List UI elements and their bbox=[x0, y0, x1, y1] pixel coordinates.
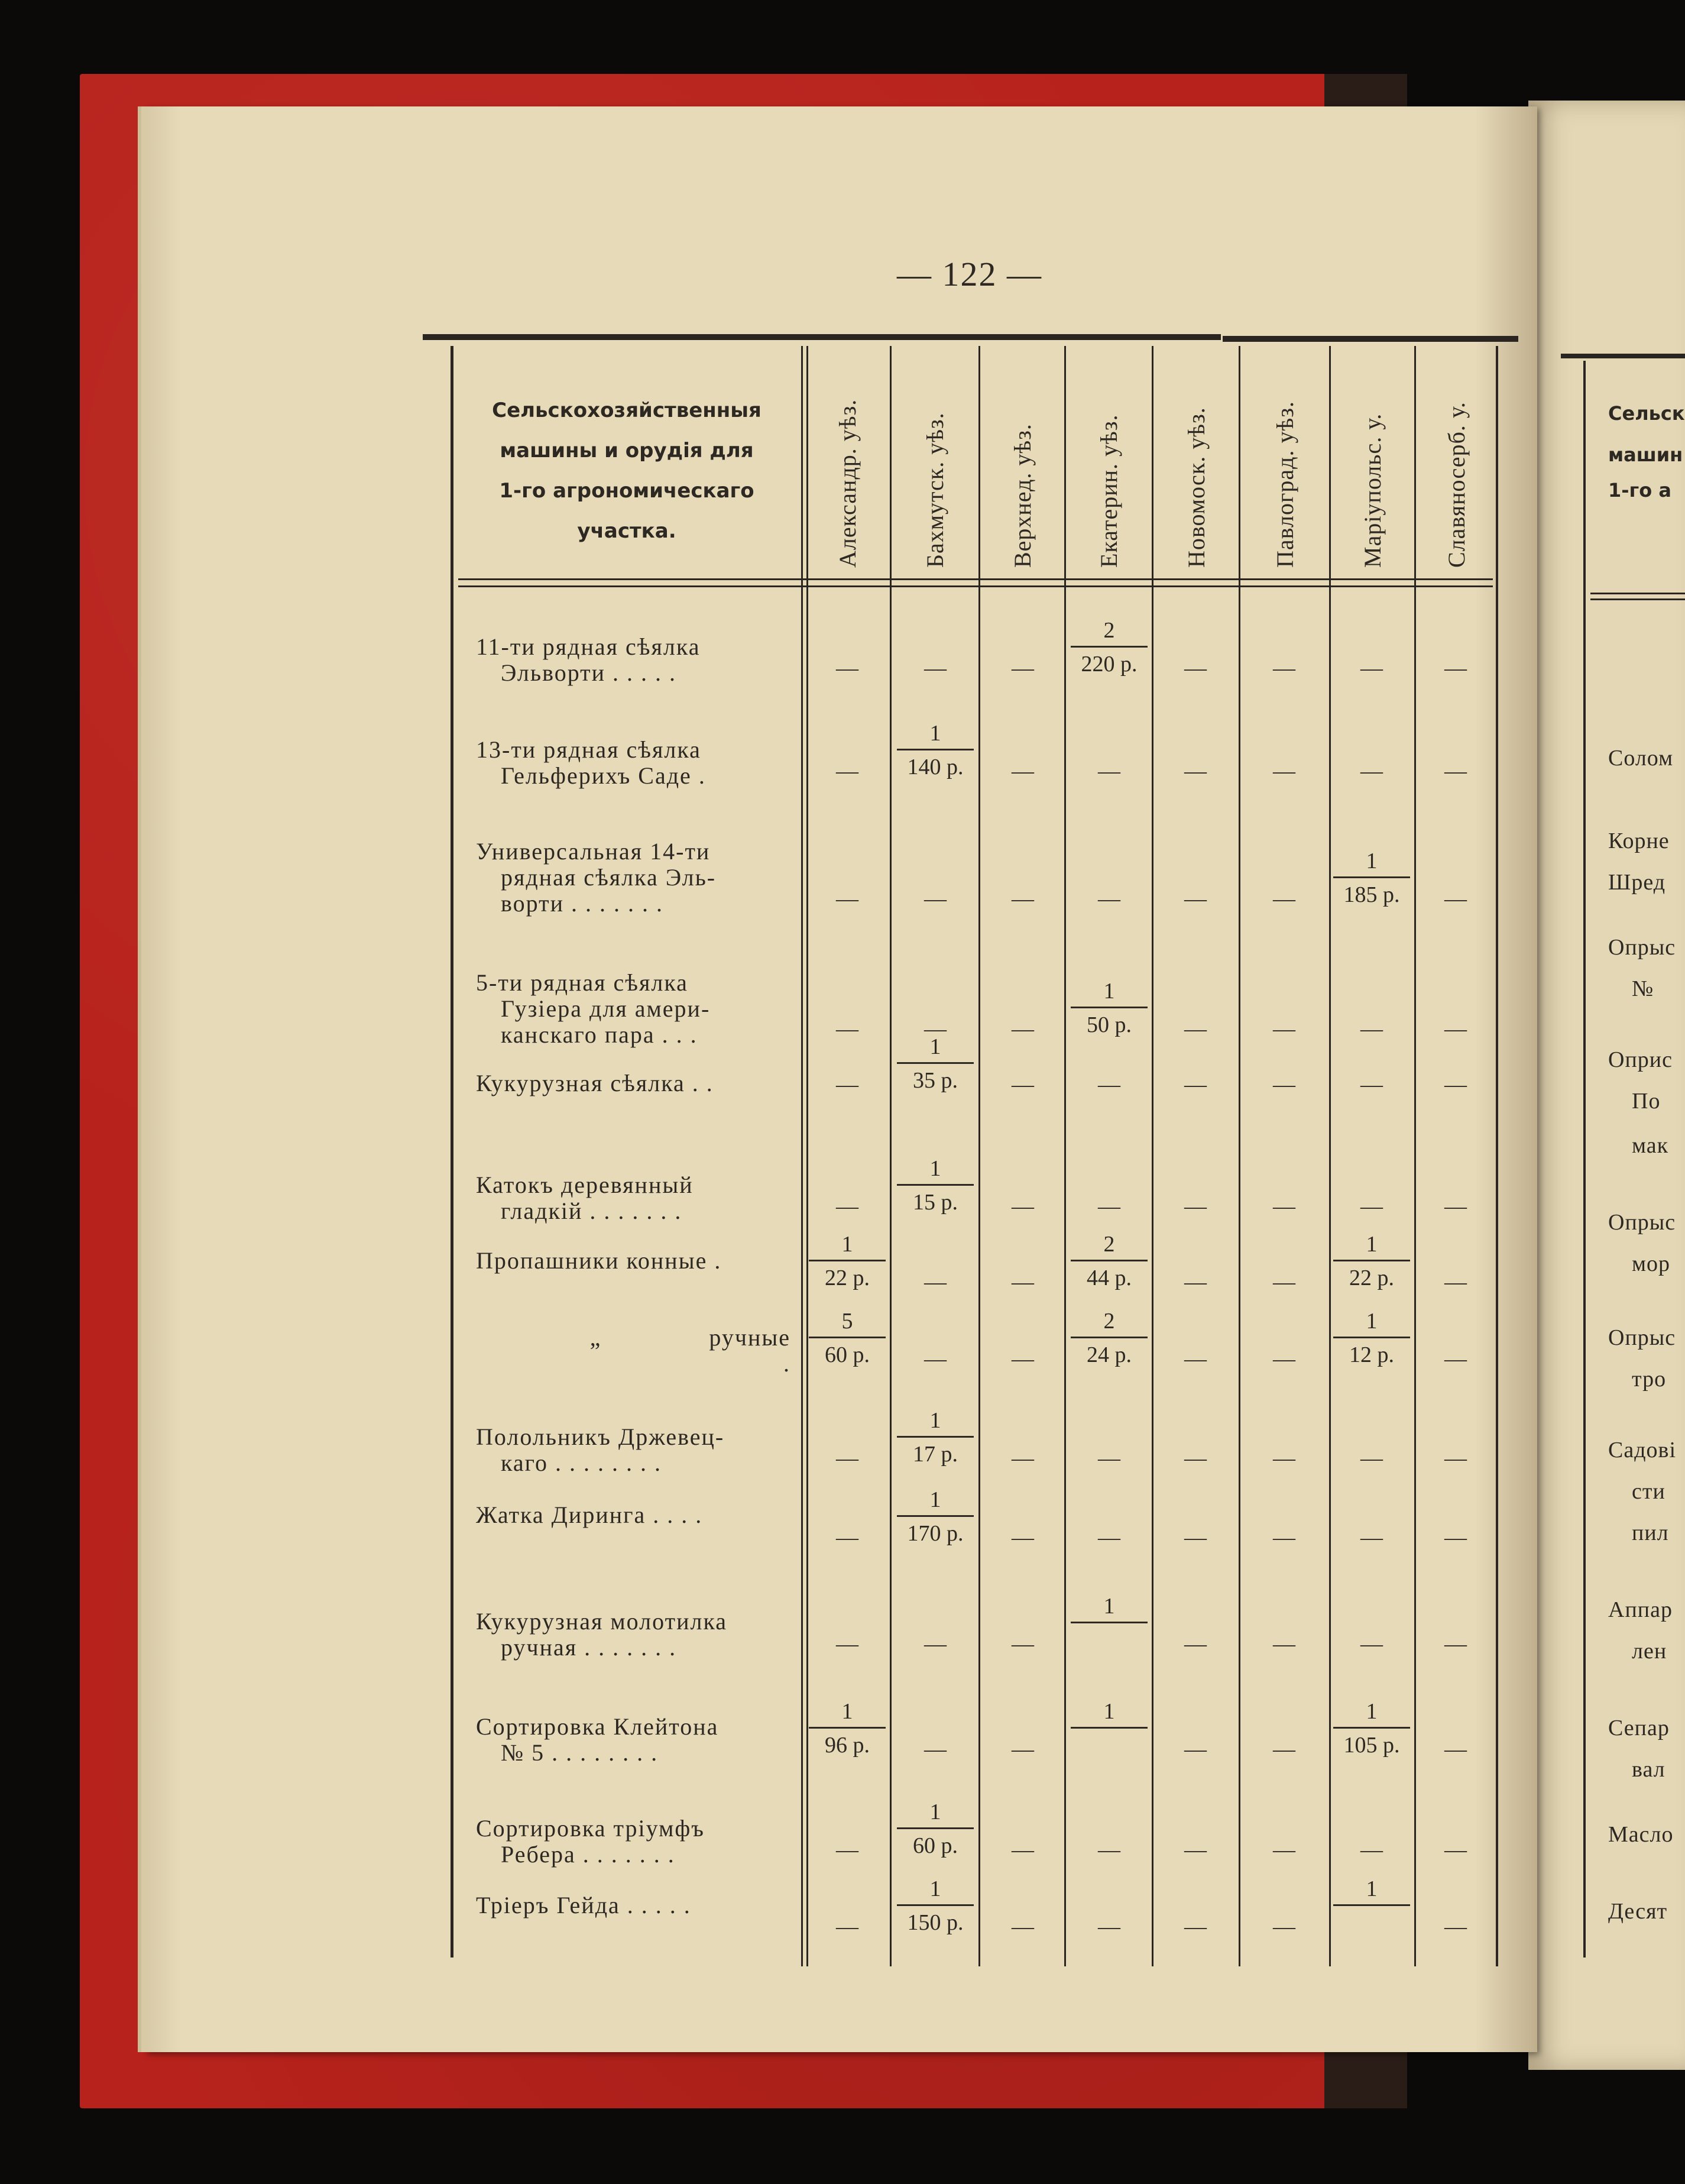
table-cell-empty: — bbox=[1012, 759, 1034, 784]
row-label-line: ворти . . . . . . . bbox=[501, 890, 663, 917]
table-cell-empty: — bbox=[836, 1914, 858, 1939]
cell-divider bbox=[1333, 876, 1410, 878]
table-cell-empty: — bbox=[1444, 1737, 1467, 1762]
label-col-border-2 bbox=[806, 346, 808, 1966]
table-cell-empty: — bbox=[1360, 1017, 1383, 1041]
facing-row-fragment: По bbox=[1632, 1089, 1661, 1114]
table-cell-empty: — bbox=[1012, 1072, 1034, 1097]
facing-row-fragment: Оприс bbox=[1608, 1047, 1673, 1072]
table-top-rule-right bbox=[1223, 336, 1518, 342]
table-cell-empty: — bbox=[1098, 886, 1120, 911]
cell-price: 35 р. bbox=[913, 1068, 958, 1093]
col-head-mariupol: Маріупольс. у. bbox=[1359, 413, 1386, 568]
table-cell-empty: — bbox=[1098, 1525, 1120, 1550]
col-sep-4 bbox=[1152, 346, 1153, 1966]
cell-price: 24 р. bbox=[1087, 1342, 1132, 1367]
cell-quantity: 1 bbox=[929, 1876, 941, 1901]
header-line: участка. bbox=[577, 519, 676, 543]
row-label-line: Тріеръ Гейда . . . . . bbox=[476, 1892, 691, 1918]
row-label-line: 11-ти рядная сѣялка bbox=[476, 633, 701, 660]
table-cell-empty: — bbox=[836, 1194, 858, 1219]
cell-quantity: 1 bbox=[1366, 1309, 1378, 1334]
row-label bbox=[476, 1424, 795, 1476]
table-cell-empty: — bbox=[924, 656, 947, 681]
table-cell-empty: — bbox=[836, 759, 858, 784]
cell-divider bbox=[1071, 646, 1148, 648]
table-cell-value bbox=[897, 1156, 974, 1216]
table-cell-empty: — bbox=[836, 1072, 858, 1097]
facing-row-fragment: Масло bbox=[1608, 1822, 1674, 1847]
cell-divider bbox=[897, 1062, 974, 1064]
table-cell-empty: — bbox=[1444, 1270, 1467, 1295]
table-cell-empty: — bbox=[1444, 1632, 1467, 1656]
table-cell-empty: — bbox=[924, 1737, 947, 1762]
table-cell-empty: — bbox=[1184, 759, 1207, 784]
table-cell-empty: — bbox=[1273, 1347, 1295, 1371]
facing-row-fragment: № bbox=[1632, 976, 1654, 1001]
cell-price: 170 р. bbox=[907, 1521, 964, 1546]
table-cell-empty: — bbox=[836, 1017, 858, 1041]
cell-price: 15 р. bbox=[913, 1190, 958, 1215]
facing-row-fragment: Опрыс bbox=[1608, 1325, 1676, 1350]
table-cell-empty: — bbox=[1012, 1737, 1034, 1762]
facing-row-fragment: Садові bbox=[1608, 1438, 1677, 1463]
row-label-line: Сортировка Клейтона bbox=[476, 1713, 719, 1740]
cell-quantity: 1 bbox=[841, 1699, 853, 1724]
row-label bbox=[476, 1892, 795, 1918]
facing-row-fragment: пил bbox=[1632, 1520, 1669, 1545]
table-cell-value bbox=[1333, 848, 1410, 909]
table-cell-value bbox=[809, 1231, 886, 1292]
cell-divider bbox=[1333, 1727, 1410, 1729]
facing-header-fragment: Сельск bbox=[1608, 402, 1685, 425]
cell-price: 60 р. bbox=[825, 1342, 870, 1367]
table-cell-empty: — bbox=[1360, 656, 1383, 681]
facing-row-fragment: Шред bbox=[1608, 870, 1666, 895]
table-cell-empty: — bbox=[1273, 1270, 1295, 1295]
facing-row-fragment: мак bbox=[1632, 1133, 1669, 1158]
cell-price: 150 р. bbox=[907, 1910, 964, 1935]
cell-price: 12 р. bbox=[1349, 1342, 1394, 1367]
table-cell-empty: — bbox=[1012, 1914, 1034, 1939]
table-cell-empty: — bbox=[1360, 1194, 1383, 1219]
table-cell-empty: — bbox=[1360, 759, 1383, 784]
row-label-line: ручная . . . . . . . bbox=[501, 1634, 677, 1661]
row-label-line: Пропашники конные . bbox=[476, 1247, 722, 1274]
table-cell-empty: — bbox=[1273, 656, 1295, 681]
table-cell-value bbox=[897, 1876, 974, 1937]
table-cell-empty: — bbox=[1098, 1072, 1120, 1097]
row-label-line: „ ручные . bbox=[589, 1324, 790, 1377]
cell-quantity: 1 bbox=[929, 721, 941, 746]
table-cell-empty: — bbox=[1098, 1446, 1120, 1471]
table-cell-empty: — bbox=[924, 1017, 947, 1041]
table-cell-empty: — bbox=[1273, 1837, 1295, 1862]
table-cell-empty: — bbox=[1444, 759, 1467, 784]
facing-row-fragment: тро bbox=[1632, 1367, 1667, 1392]
row-label bbox=[476, 1714, 795, 1766]
cell-price: 44 р. bbox=[1087, 1266, 1132, 1290]
cell-price: 60 р. bbox=[913, 1833, 958, 1858]
table-cell-empty: — bbox=[1184, 1837, 1207, 1862]
cell-divider bbox=[1071, 1727, 1148, 1729]
cell-quantity: 1 bbox=[929, 1156, 941, 1181]
cell-price bbox=[1333, 1910, 1410, 1937]
table-cell-empty: — bbox=[1273, 759, 1295, 784]
table-cell-empty: — bbox=[1012, 1837, 1034, 1862]
table-cell-empty: — bbox=[836, 656, 858, 681]
table-cell-empty: — bbox=[1444, 656, 1467, 681]
row-label bbox=[476, 1816, 795, 1868]
cell-divider bbox=[809, 1337, 886, 1338]
table-cell-value bbox=[897, 720, 974, 781]
col-sep-2 bbox=[978, 346, 980, 1966]
col-sep-1 bbox=[890, 346, 892, 1966]
row-label bbox=[476, 634, 795, 686]
table-cell-empty: — bbox=[1360, 1446, 1383, 1471]
table-cell-value bbox=[897, 1799, 974, 1860]
col-head-novomosk: Новомоск. уѣз. bbox=[1183, 407, 1210, 568]
table-cell-empty: — bbox=[1184, 1194, 1207, 1219]
row-label bbox=[476, 737, 795, 789]
table-cell-empty: — bbox=[1444, 1017, 1467, 1041]
table-cell-empty: — bbox=[924, 1347, 947, 1371]
row-label bbox=[476, 1248, 795, 1274]
table-cell-value bbox=[1333, 1231, 1410, 1292]
row-label-line: 5-ти рядная сѣялка bbox=[476, 969, 688, 996]
table-cell-empty: — bbox=[1360, 1632, 1383, 1656]
cell-divider bbox=[1071, 1337, 1148, 1338]
cell-quantity: 1 bbox=[1103, 979, 1115, 1004]
table-cell-empty: — bbox=[836, 1632, 858, 1656]
row-label-line: каго . . . . . . . . bbox=[501, 1449, 662, 1476]
table-cell-empty: — bbox=[1184, 1525, 1207, 1550]
cell-divider bbox=[897, 1827, 974, 1829]
table-cell-empty: — bbox=[1012, 1194, 1034, 1219]
table-cell-empty: — bbox=[1444, 1194, 1467, 1219]
cell-quantity: 1 bbox=[1366, 1876, 1378, 1901]
cell-divider bbox=[1333, 1904, 1410, 1906]
facing-row-fragment: мор bbox=[1632, 1251, 1671, 1276]
cell-price: 96 р. bbox=[825, 1733, 870, 1758]
table-cell-empty: — bbox=[1012, 1525, 1034, 1550]
row-label bbox=[476, 1325, 795, 1377]
table-cell-value bbox=[897, 1408, 974, 1468]
row-label-line: № 5 . . . . . . . . bbox=[501, 1739, 659, 1766]
cell-divider bbox=[897, 1515, 974, 1517]
cell-price: 17 р. bbox=[913, 1442, 958, 1467]
cell-quantity: 2 bbox=[1103, 1309, 1115, 1334]
table-cell-empty: — bbox=[1360, 1837, 1383, 1862]
table-cell-empty: — bbox=[1184, 1017, 1207, 1041]
cell-price: 185 р. bbox=[1343, 882, 1400, 907]
table-cell-empty: — bbox=[1012, 1347, 1034, 1371]
cell-quantity: 1 bbox=[1103, 1699, 1115, 1724]
row-label-line: 13-ти рядная сѣялка bbox=[476, 736, 701, 763]
table-cell-empty: — bbox=[1444, 1347, 1467, 1371]
header-line: 1-го агрономическаго bbox=[499, 479, 754, 503]
cell-price bbox=[1071, 1627, 1148, 1654]
row-label-line: Универсальная 14-ти bbox=[476, 838, 711, 865]
cell-divider bbox=[1071, 1260, 1148, 1261]
table-cell-value bbox=[1071, 1231, 1148, 1292]
row-label-line: Кукурузная сѣялка . . bbox=[476, 1070, 714, 1096]
cell-divider bbox=[1333, 1337, 1410, 1338]
row-label bbox=[476, 839, 795, 917]
facing-row-fragment: Десят bbox=[1608, 1899, 1668, 1924]
header-line: машины и орудія для bbox=[500, 439, 754, 462]
row-label-line: Гельферихъ Саде . bbox=[501, 762, 706, 789]
table-cell-empty: — bbox=[1273, 1446, 1295, 1471]
row-label-line: гладкій . . . . . . . bbox=[501, 1198, 682, 1224]
table-cell-empty: — bbox=[1184, 886, 1207, 911]
table-cell-empty: — bbox=[1098, 1837, 1120, 1862]
table-cell-empty: — bbox=[1184, 1270, 1207, 1295]
header-rule-2 bbox=[458, 585, 1493, 587]
header-rule-1 bbox=[458, 578, 1493, 580]
cell-price: 220 р. bbox=[1081, 652, 1138, 677]
table-cell-empty: — bbox=[1098, 1194, 1120, 1219]
row-label-line: Катокъ деревянный bbox=[476, 1172, 694, 1198]
header-rule-facing bbox=[1590, 593, 1685, 594]
table-cell-empty: — bbox=[924, 886, 947, 911]
cell-quantity: 1 bbox=[1366, 1232, 1378, 1257]
table-cell-empty: — bbox=[1273, 1194, 1295, 1219]
table-cell-empty: — bbox=[1360, 1525, 1383, 1550]
facing-row-fragment: Корне bbox=[1608, 829, 1670, 853]
facing-row-fragment: вал bbox=[1632, 1757, 1665, 1782]
col-head-verkhned: Верхнед. уѣз. bbox=[1009, 423, 1036, 568]
table-cell-empty: — bbox=[1273, 1525, 1295, 1550]
table-left-border bbox=[451, 346, 453, 1957]
facing-row-fragment: Солом bbox=[1608, 746, 1674, 771]
row-label-line: Сортировка тріумфъ bbox=[476, 1815, 705, 1842]
table-cell-empty: — bbox=[1444, 886, 1467, 911]
table-cell-value bbox=[1071, 1593, 1148, 1654]
cell-quantity: 1 bbox=[841, 1232, 853, 1257]
table-cell-value bbox=[1071, 617, 1148, 678]
cell-divider bbox=[897, 1184, 974, 1186]
table-cell-empty: — bbox=[836, 886, 858, 911]
table-cell-value bbox=[1071, 1698, 1148, 1759]
col-sep-7 bbox=[1414, 346, 1416, 1966]
cell-price bbox=[1071, 1732, 1148, 1759]
table-cell-empty: — bbox=[836, 1525, 858, 1550]
row-label bbox=[476, 1502, 795, 1528]
table-cell-empty: — bbox=[836, 1837, 858, 1862]
cell-price: 22 р. bbox=[825, 1266, 870, 1290]
table-cell-empty: — bbox=[1012, 1446, 1034, 1471]
cell-divider bbox=[897, 1904, 974, 1906]
table-header-label bbox=[461, 390, 792, 551]
table-cell-empty: — bbox=[924, 1270, 947, 1295]
table-cell-empty: — bbox=[1184, 1072, 1207, 1097]
facing-row-fragment: Аппар bbox=[1608, 1597, 1673, 1622]
table-cell-empty: — bbox=[1273, 1632, 1295, 1656]
table-cell-value bbox=[897, 1034, 974, 1095]
col-head-ekaterin: Екатерин. уѣз. bbox=[1096, 414, 1122, 568]
row-label-line: рядная сѣялка Эль- bbox=[501, 864, 717, 891]
row-label-line: Кукурузная молотилка bbox=[476, 1608, 728, 1635]
cell-divider bbox=[897, 1436, 974, 1438]
table-cell-value bbox=[809, 1308, 886, 1369]
col-sep-6 bbox=[1329, 346, 1331, 1966]
table-cell-empty: — bbox=[1012, 656, 1034, 681]
table-cell-empty: — bbox=[1273, 1914, 1295, 1939]
col-head-bakhmut: Бахмутск. уѣз. bbox=[922, 412, 948, 568]
table-cell-value bbox=[1333, 1308, 1410, 1369]
table-cell-value bbox=[1333, 1698, 1410, 1759]
facing-left-border bbox=[1583, 361, 1586, 1957]
table-cell-value bbox=[897, 1487, 974, 1548]
label-col-border-1 bbox=[801, 346, 803, 1966]
row-label bbox=[476, 1172, 795, 1224]
col-sep-3 bbox=[1064, 346, 1066, 1966]
table-right-border bbox=[1496, 346, 1498, 1966]
cell-quantity: 1 bbox=[929, 1408, 941, 1433]
cell-quantity: 1 bbox=[929, 1034, 941, 1059]
table-cell-empty: — bbox=[836, 1446, 858, 1471]
table-cell-empty: — bbox=[1012, 1017, 1034, 1041]
row-label-line: Полольникъ Држевец- bbox=[476, 1423, 725, 1450]
cell-divider bbox=[897, 749, 974, 750]
cell-price: 22 р. bbox=[1349, 1266, 1394, 1290]
facing-row-fragment: Опрыс bbox=[1608, 935, 1676, 960]
cell-quantity: 5 bbox=[841, 1309, 853, 1334]
table-cell-empty: — bbox=[1444, 1072, 1467, 1097]
header-line: Сельскохозяйственныя bbox=[492, 399, 762, 422]
cell-quantity: 1 bbox=[929, 1800, 941, 1824]
table-cell-value bbox=[1333, 1876, 1410, 1937]
table-cell-empty: — bbox=[1273, 886, 1295, 911]
facing-row-fragment: лен bbox=[1632, 1639, 1667, 1664]
cell-price: 105 р. bbox=[1343, 1733, 1400, 1758]
cell-quantity: 2 bbox=[1103, 618, 1115, 643]
row-label-line: канскаго пара . . . bbox=[501, 1021, 698, 1048]
table-cell-value bbox=[1071, 1308, 1148, 1369]
table-cell-empty: — bbox=[1012, 1270, 1034, 1295]
col-sep-5 bbox=[1239, 346, 1240, 1966]
facing-row-fragment: сти bbox=[1632, 1479, 1665, 1504]
row-label bbox=[476, 970, 795, 1048]
cell-divider bbox=[1071, 1622, 1148, 1623]
cell-quantity: 1 bbox=[929, 1487, 941, 1512]
table-cell-empty: — bbox=[1273, 1737, 1295, 1762]
row-label bbox=[476, 1070, 795, 1096]
table-cell-empty: — bbox=[1273, 1072, 1295, 1097]
table-top-rule bbox=[423, 334, 1221, 340]
table-cell-empty: — bbox=[1012, 1632, 1034, 1656]
table-cell-empty: — bbox=[1184, 1914, 1207, 1939]
table-top-rule-facing bbox=[1561, 354, 1685, 358]
table-cell-empty: — bbox=[1184, 1446, 1207, 1471]
table-cell-empty: — bbox=[1184, 1737, 1207, 1762]
table-cell-empty: — bbox=[1098, 759, 1120, 784]
col-head-slavyanoserb: Славяносерб. у. bbox=[1443, 402, 1470, 568]
table-cell-value bbox=[1071, 978, 1148, 1039]
table-cell-empty: — bbox=[1184, 1347, 1207, 1371]
facing-header-fragment: 1-го а bbox=[1608, 479, 1671, 501]
cell-price: 140 р. bbox=[907, 755, 964, 779]
cell-quantity: 1 bbox=[1366, 1699, 1378, 1724]
table-cell-empty: — bbox=[1444, 1446, 1467, 1471]
row-label-line: Эльворти . . . . . bbox=[501, 659, 677, 686]
facing-row-fragment: Опрыс bbox=[1608, 1210, 1676, 1235]
table-cell-empty: — bbox=[1184, 656, 1207, 681]
table-cell-empty: — bbox=[1444, 1914, 1467, 1939]
row-label-line: Жатка Диринга . . . . bbox=[476, 1502, 703, 1528]
table-cell-value bbox=[809, 1698, 886, 1759]
table-cell-empty: — bbox=[1360, 1072, 1383, 1097]
header-rule-facing-2 bbox=[1590, 598, 1685, 600]
table-cell-empty: — bbox=[1444, 1837, 1467, 1862]
cell-price: 50 р. bbox=[1087, 1012, 1132, 1037]
cell-divider bbox=[1333, 1260, 1410, 1261]
cell-divider bbox=[809, 1260, 886, 1261]
col-head-pavlograd: Павлоград. уѣз. bbox=[1272, 401, 1298, 568]
table-cell-empty: — bbox=[1273, 1017, 1295, 1041]
col-head-aleksandr: Александр. уѣз. bbox=[834, 399, 861, 568]
table-cell-empty: — bbox=[1444, 1525, 1467, 1550]
row-label-line: Гузіера для амери- bbox=[501, 995, 711, 1022]
table-cell-empty: — bbox=[1012, 886, 1034, 911]
row-label-line: Ребера . . . . . . . bbox=[501, 1841, 675, 1868]
row-label bbox=[476, 1609, 795, 1661]
table-cell-empty: — bbox=[1184, 1632, 1207, 1656]
cell-divider bbox=[1071, 1007, 1148, 1008]
cell-divider bbox=[809, 1727, 886, 1729]
cell-quantity: 1 bbox=[1366, 849, 1378, 873]
cell-quantity: 1 bbox=[1103, 1594, 1115, 1619]
page-number: — 122 — bbox=[897, 255, 1042, 293]
table-cell-empty: — bbox=[924, 1632, 947, 1656]
table-cell-empty: — bbox=[1098, 1914, 1120, 1939]
facing-header-fragment: машин bbox=[1608, 444, 1683, 466]
cell-quantity: 2 bbox=[1103, 1232, 1115, 1257]
facing-row-fragment: Сепар bbox=[1608, 1716, 1670, 1740]
